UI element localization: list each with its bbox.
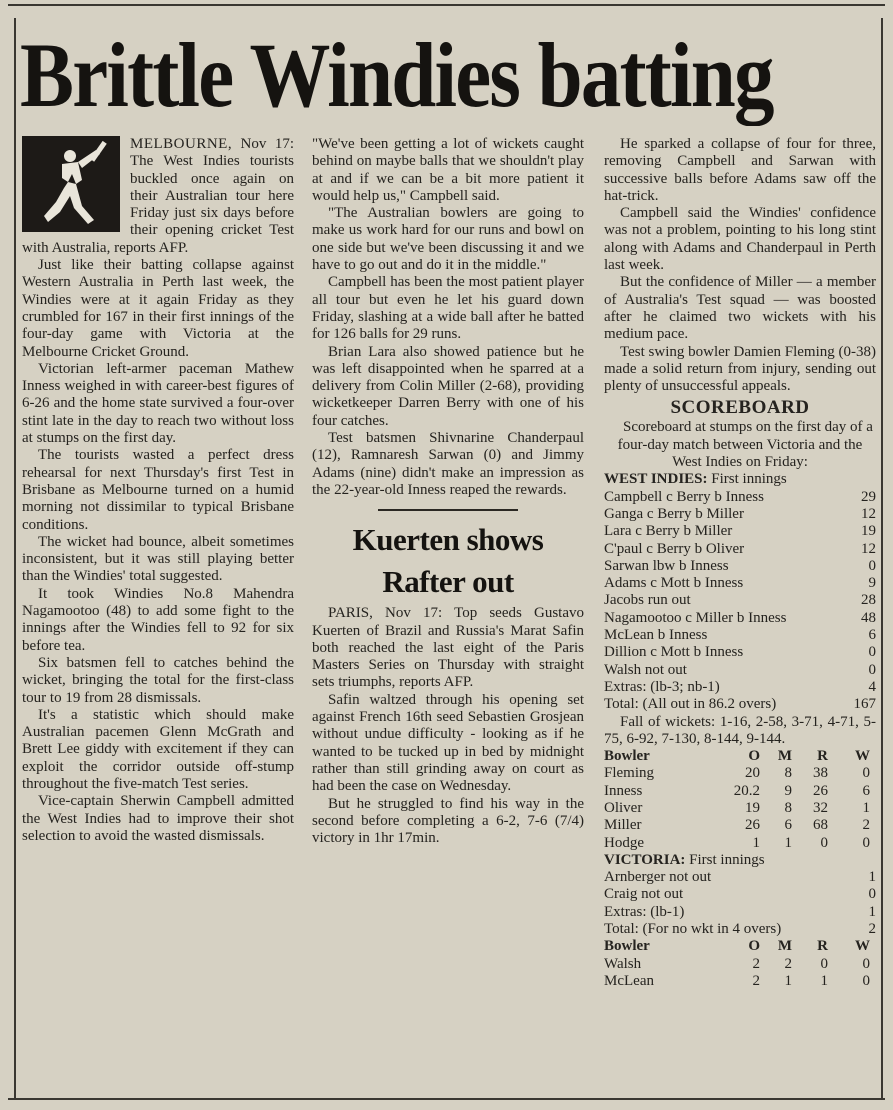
wi-batting-list bbox=[604, 489, 876, 714]
runs-value: 0 bbox=[868, 886, 876, 903]
vic-batting-list bbox=[604, 869, 876, 938]
bowling-header: Bowler O M R W bbox=[604, 938, 870, 955]
runs-value: 4 bbox=[868, 678, 876, 695]
wi-bowling-list bbox=[604, 956, 876, 991]
overs-value: 2 bbox=[752, 955, 760, 972]
runs-value: 32 bbox=[813, 799, 828, 816]
column-3 bbox=[604, 136, 876, 990]
batting-row bbox=[604, 575, 876, 592]
runs-value: 1 bbox=[868, 869, 876, 886]
article-paragraph: The wicket had bounce, albeit sometimes inconsistent, but it was still playing better than the Windies' total suggested. bbox=[22, 533, 294, 585]
bowler-name: Miller bbox=[604, 817, 642, 834]
article-paragraph: Test batsmen Shivnarine Chanderpaul (12), Ramnaresh Sarwan (0) and Jimmy Adams (nine) didn't make an impression as the 22-year-old Inness reaped the rewards. bbox=[312, 430, 584, 498]
article-paragraph: He sparked a collapse of four for three, removing Campbell and Sarwan with successive balls before Adams saw off the hat-trick. bbox=[604, 136, 876, 204]
scoreboard-title: SCOREBOARD bbox=[670, 397, 810, 419]
wickets-value: 0 bbox=[862, 972, 870, 989]
overs-value: 2 bbox=[752, 972, 760, 989]
maidens-value: 1 bbox=[784, 972, 792, 989]
batsman-entry: Nagamootoo c Miller b Inness bbox=[604, 609, 787, 626]
bowler-name: Fleming bbox=[604, 765, 655, 782]
bowling-row bbox=[604, 800, 876, 817]
column-2 bbox=[312, 136, 584, 847]
article-paragraph: Vice-captain Sherwin Campbell admitted the West Indies had to improve their shot selection to avoid the wasted dismissals. bbox=[22, 793, 294, 844]
wickets-value: 0 bbox=[862, 955, 870, 972]
batting-row bbox=[604, 886, 876, 903]
batting-row bbox=[604, 904, 876, 921]
batsman-entry: C'paul c Berry b Oliver bbox=[604, 540, 745, 557]
batting-row bbox=[604, 558, 876, 575]
wickets-value: 0 bbox=[862, 834, 870, 851]
innings-label: First innings bbox=[689, 851, 765, 868]
runs-value: 38 bbox=[813, 765, 828, 782]
overs-value: 26 bbox=[745, 817, 760, 834]
article-paragraph: Safin waltzed through his opening set against French 16th seed Sebastien Grosjean without undue difficulty - looking as if he wanted to be tucked up in bed by midnight rather than still grinding away on court as had been the case on Wednesday. bbox=[312, 691, 584, 795]
batting-row bbox=[604, 523, 876, 540]
wickets-value: 2 bbox=[862, 817, 870, 834]
runs-value: 167 bbox=[853, 696, 876, 713]
batsman-entry: Jacobs run out bbox=[604, 592, 691, 609]
vic-bowling-list bbox=[604, 765, 876, 851]
bowling-row bbox=[604, 765, 876, 782]
maidens-value: 1 bbox=[784, 834, 792, 851]
scoreboard-intro: Scoreboard at stumps on the first day of a four-day match between Victoria and the West Indies on Friday: bbox=[617, 419, 873, 471]
batting-row bbox=[604, 869, 876, 886]
batsman-entry: Lara c Berry b Miller bbox=[604, 523, 733, 540]
article-paragraph: Just like their batting collapse against Western Australia in Perth last week, the Windies were at it again Friday as they crumbled for 167 in their first innings of the four-day game with Victoria at the Melbourne Cricket Ground. bbox=[22, 257, 294, 360]
runs-value: 1 bbox=[868, 903, 876, 920]
overs-value: 1 bbox=[752, 834, 760, 851]
batsman-entry: McLean b Inness bbox=[604, 627, 708, 644]
bottom-rule bbox=[8, 1098, 885, 1100]
article-paragraph: It took Windies No.8 Mahendra Nagamootoo (48) to add some fight to the innings after the Windies fell to 92 for six before tea. bbox=[22, 585, 294, 654]
wickets-value: 0 bbox=[862, 765, 870, 782]
batsman-entry: Dillion c Mott b Inness bbox=[604, 644, 744, 661]
runs-value: 0 bbox=[868, 661, 876, 678]
fall-of-wickets: Fall of wickets: 1-16, 2-58, 3-71, 4-71, 5-75, 6-92, 7-130, 8-144, 9-144. bbox=[604, 713, 876, 747]
cricket-batsman-icon bbox=[22, 136, 120, 232]
team-label: VICTORIA: bbox=[604, 851, 686, 868]
right-rule bbox=[881, 18, 883, 1100]
vic-innings-header bbox=[604, 852, 876, 869]
maidens-value: 8 bbox=[784, 799, 792, 816]
column-1 bbox=[22, 136, 294, 845]
article-paragraph: Six batsmen fell to catches behind the wicket, bringing the total for the first-class tour to 19 from 28 dismissals. bbox=[22, 654, 294, 706]
bowler-name: Inness bbox=[604, 782, 643, 799]
batsman-entry: Extras: (lb-3; nb-1) bbox=[604, 678, 720, 695]
maidens-value: 2 bbox=[784, 955, 792, 972]
dateline: MELBOURNE, bbox=[130, 136, 233, 152]
batting-row bbox=[604, 662, 876, 679]
article-paragraph: Nov 17: The West Indies tourists buckled once again on their Australian tour here Friday just six days before their opening cricket Test with Australia, reports AFP. bbox=[22, 136, 294, 256]
batsman-entry: Craig not out bbox=[604, 886, 684, 903]
article-paragraph: But the confidence of Miller — a member of Australia's Test squad — was boosted after he claimed two wickets with his medium pace. bbox=[604, 274, 876, 343]
article-paragraph: The tourists wasted a perfect dress rehearsal for next Thursday's first Test in Brisbane as Melbourne turned on a humid morning not dissimilar to typical Brisbane conditions. bbox=[22, 447, 294, 533]
article-paragraph: "We've been getting a lot of wickets caught behind on maybe balls that we shouldn't play at and if we can be a bit more patient it would help us," Campbell said. bbox=[312, 136, 584, 204]
article-paragraph: Brian Lara also showed patience but he was left disappointed when he sparred at a delivery from Colin Miller (2-68), providing wicketkeeper Darren Berry with one of his four catches. bbox=[312, 343, 584, 429]
runs-value: 2 bbox=[868, 921, 876, 938]
overs-value: 19 bbox=[745, 799, 760, 816]
batting-row bbox=[604, 489, 876, 506]
batting-row bbox=[604, 644, 876, 661]
section-divider bbox=[378, 509, 518, 511]
article-paragraph: "The Australian bowlers are going to make us work hard for our runs and bowl on one side but we've been discussing it and we have to go out and do it in the middle." bbox=[312, 205, 584, 274]
main-headline: Brittle Windies batting bbox=[20, 24, 773, 126]
runs-value: 68 bbox=[813, 817, 828, 834]
bowler-name: Walsh bbox=[604, 955, 642, 972]
wi-innings-header bbox=[604, 471, 876, 488]
wickets-value: 1 bbox=[862, 799, 870, 816]
top-rule bbox=[8, 4, 885, 6]
runs-value: 48 bbox=[861, 609, 876, 626]
runs-value: 9 bbox=[868, 575, 876, 592]
batting-row bbox=[604, 506, 876, 523]
bowling-row bbox=[604, 973, 876, 990]
batting-row bbox=[604, 627, 876, 644]
article-paragraph: It's a statistic which should make Australian pacemen Glenn McGrath and Brett Lee giddy with excitement if they can exploit the corridor outside off-stump throughout the five-match Test series. bbox=[22, 706, 294, 792]
wickets-value: 6 bbox=[862, 782, 870, 799]
article-paragraph: Test swing bowler Damien Fleming (0-38) made a solid return from injury, sending out plenty of unsuccessful appeals. bbox=[604, 343, 876, 395]
bowling-row bbox=[604, 956, 876, 973]
runs-value: 19 bbox=[861, 523, 876, 540]
runs-value: 0 bbox=[820, 834, 828, 851]
bowling-row bbox=[604, 783, 876, 800]
batting-row bbox=[604, 541, 876, 558]
runs-value: 12 bbox=[861, 505, 876, 522]
bowler-name: Oliver bbox=[604, 799, 643, 816]
overs-value: 20 bbox=[745, 765, 760, 782]
team-label: WEST INDIES: bbox=[604, 471, 708, 488]
runs-value: 0 bbox=[820, 955, 828, 972]
article-paragraph: But he struggled to find his way in the second before completing a 6-2, 7-6 (7/4) victory in 1hr 17min. bbox=[312, 795, 584, 847]
batting-row bbox=[604, 921, 876, 938]
batsman-entry: Walsh not out bbox=[604, 661, 687, 678]
batting-row bbox=[604, 679, 876, 696]
batting-row bbox=[604, 696, 876, 713]
left-rule bbox=[14, 18, 16, 1100]
secondary-headline: Kuerten shows Rafter out bbox=[352, 522, 544, 600]
batsman-entry: Arnberger not out bbox=[604, 869, 712, 886]
article-paragraph: Campbell said the Windies' confidence was not a problem, pointing to his long stint along with Adams and Chanderpaul in Perth last week. bbox=[604, 205, 876, 274]
maidens-value: 6 bbox=[784, 817, 792, 834]
runs-value: 26 bbox=[813, 782, 828, 799]
runs-value: 29 bbox=[861, 488, 876, 505]
batsman-entry: Campbell c Berry b Inness bbox=[604, 488, 764, 505]
batsman-entry: Adams c Mott b Inness bbox=[604, 575, 744, 592]
runs-value: 6 bbox=[868, 627, 876, 644]
maidens-value: 9 bbox=[784, 782, 792, 799]
runs-value: 1 bbox=[820, 972, 828, 989]
overs-value: 20.2 bbox=[733, 782, 760, 799]
article-paragraph: PARIS, Nov 17: Top seeds Gustavo Kuerten of Brazil and Russia's Marat Safin both reached the last eight of the Paris Masters Series on Thursday with straight sets triumphs, reports AFP. bbox=[312, 605, 584, 691]
maidens-value: 8 bbox=[784, 765, 792, 782]
innings-label: First innings bbox=[711, 471, 787, 488]
runs-value: 12 bbox=[861, 540, 876, 557]
runs-value: 0 bbox=[868, 644, 876, 661]
bowler-name: McLean bbox=[604, 972, 654, 989]
batting-row bbox=[604, 610, 876, 627]
batsman-entry: Ganga c Berry b Miller bbox=[604, 505, 744, 522]
batsman-entry: Sarwan lbw b Inness bbox=[604, 557, 729, 574]
batting-row bbox=[604, 592, 876, 609]
bowling-header: Bowler O M R W bbox=[604, 748, 870, 765]
runs-value: 28 bbox=[861, 592, 876, 609]
bowling-row bbox=[604, 835, 876, 852]
batsman-entry: Total: (For no wkt in 4 overs) bbox=[604, 921, 782, 938]
article-paragraph: Campbell has been the most patient player all tour but even he let his guard down Friday, slashing at a wide ball after he batted for 126 balls for 29 runs. bbox=[312, 274, 584, 343]
article-paragraph: Victorian left-armer paceman Mathew Inness weighed in with career-best figures of 6-26 and the home state survived a four-over stint late in the day to reach two without loss at stumps on the first day. bbox=[22, 360, 294, 447]
batsman-entry: Extras: (lb-1) bbox=[604, 903, 685, 920]
runs-value: 0 bbox=[868, 557, 876, 574]
bowler-name: Hodge bbox=[604, 834, 644, 851]
batsman-silhouette-icon bbox=[22, 136, 120, 232]
bowling-row bbox=[604, 817, 876, 834]
batsman-entry: Total: (All out in 86.2 overs) bbox=[604, 696, 777, 713]
